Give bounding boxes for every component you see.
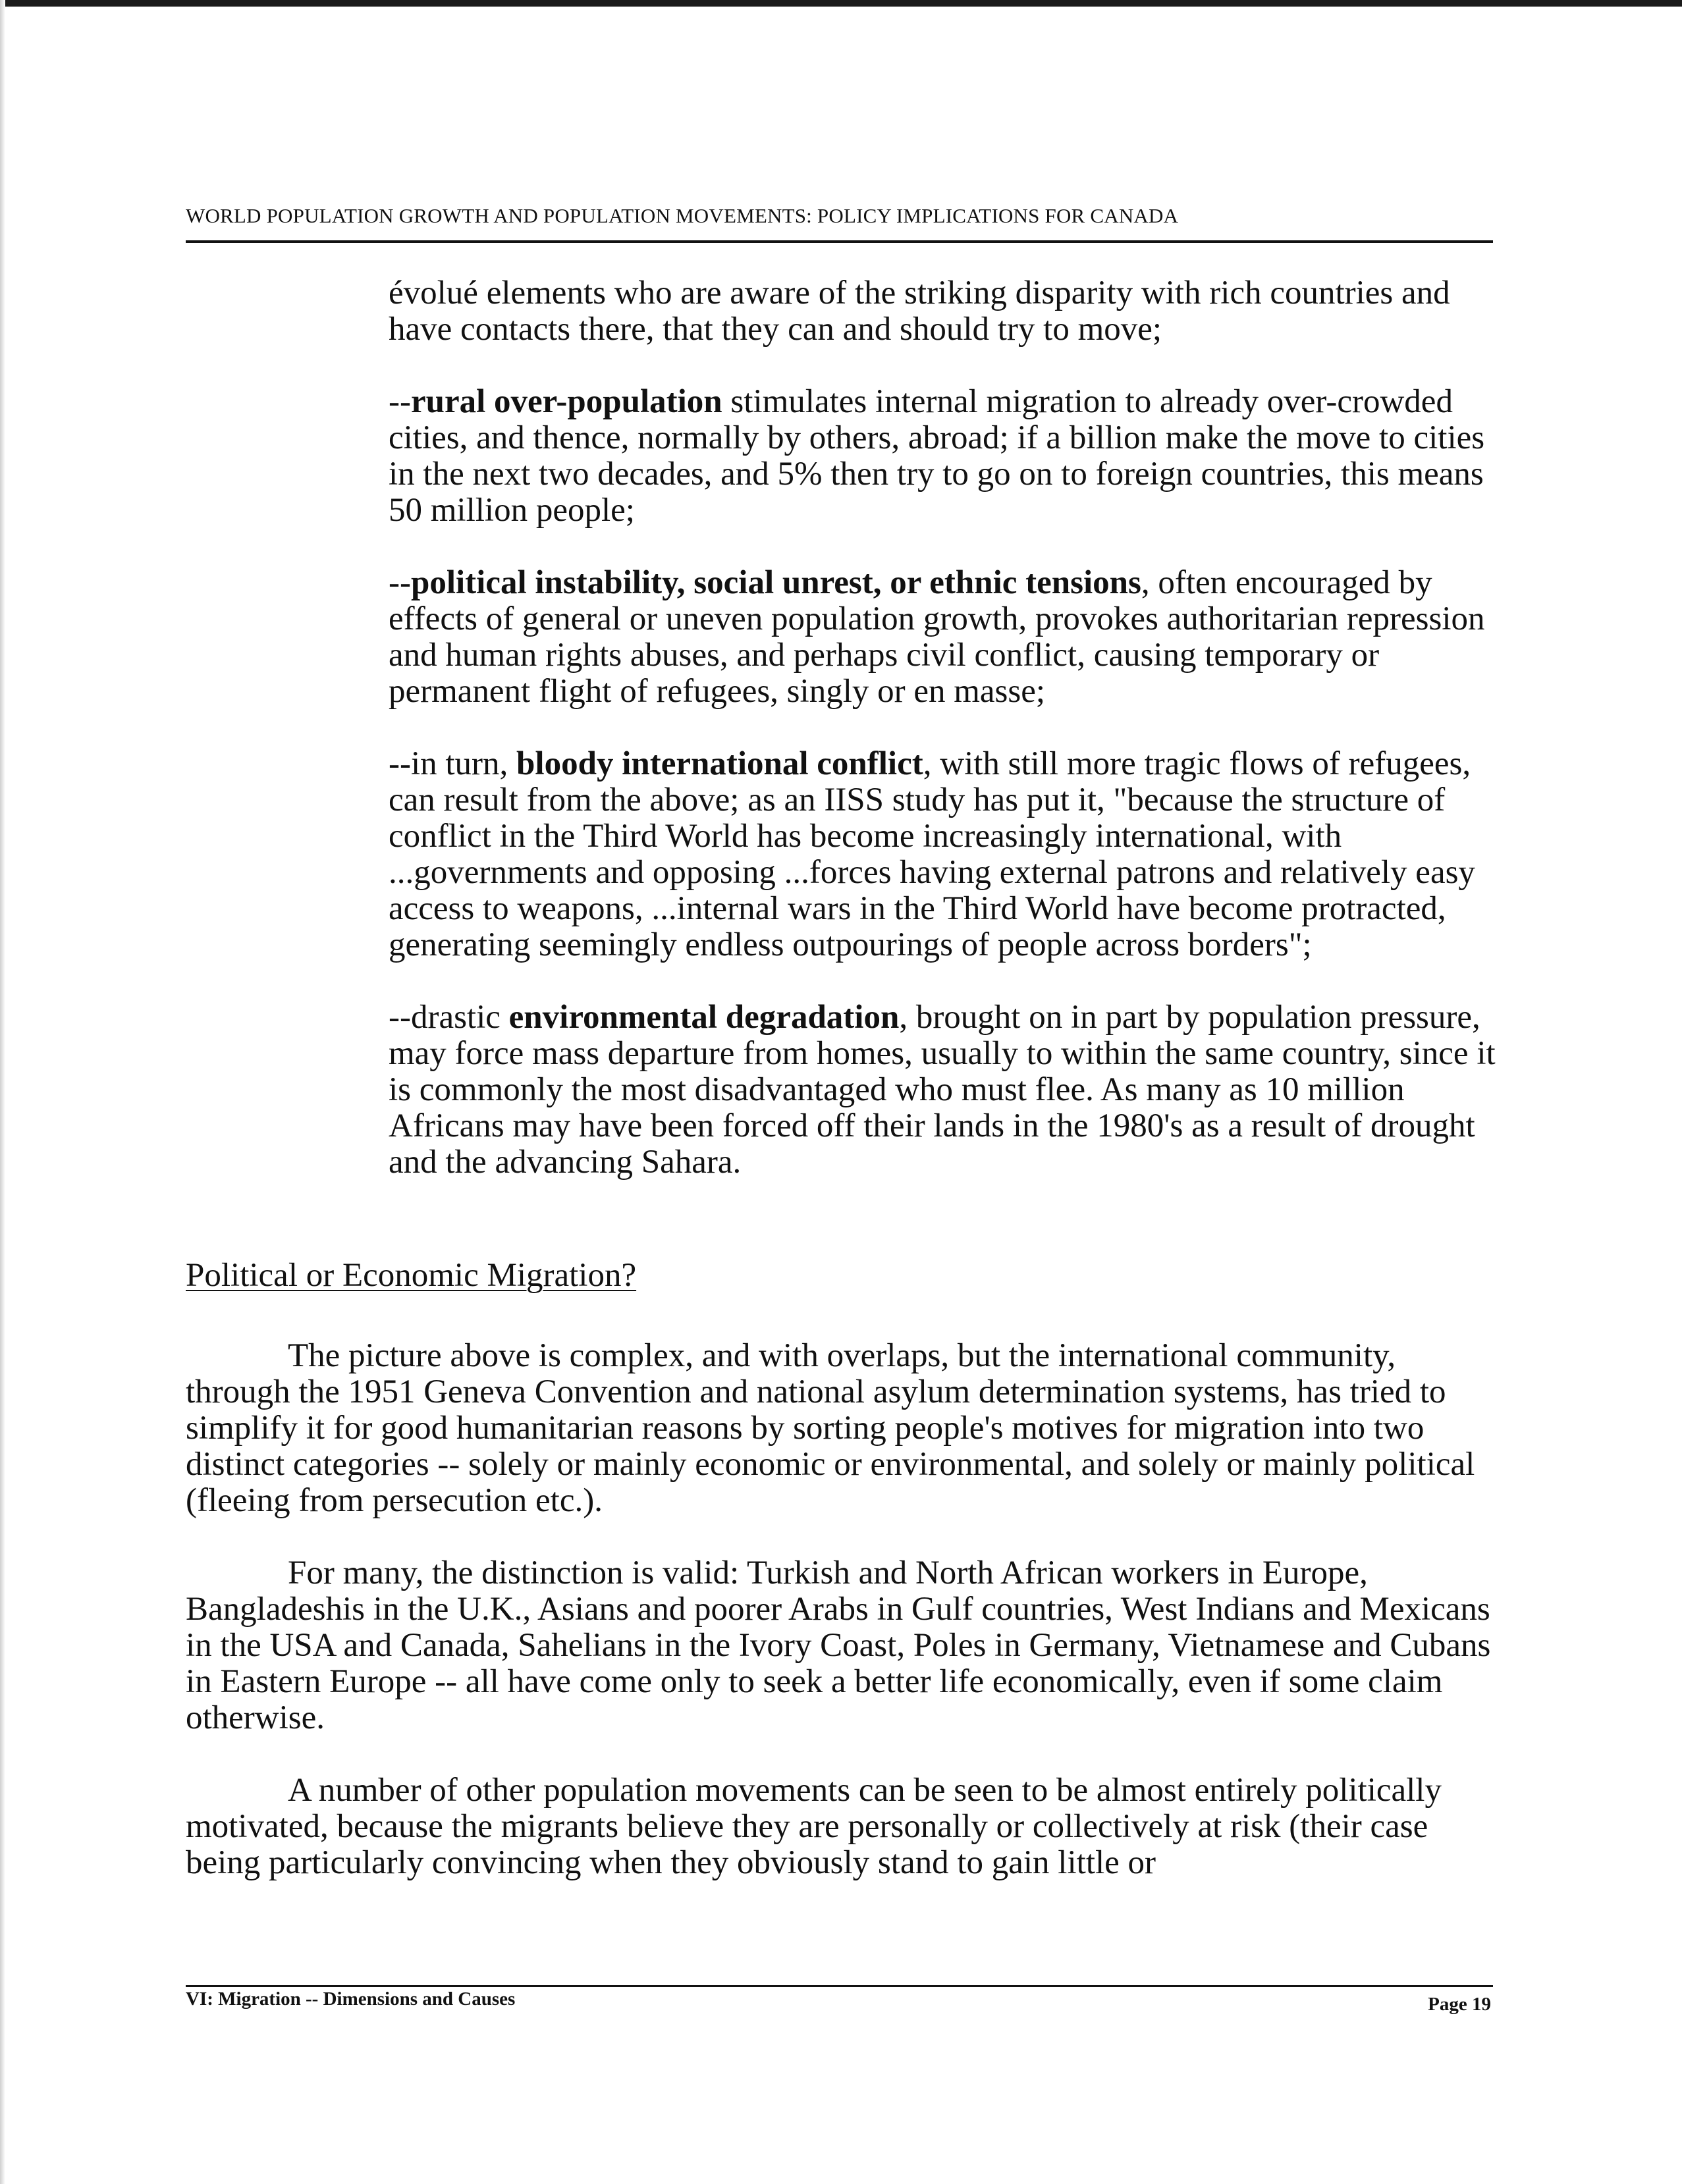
bullet-keyword: rural over-population <box>410 383 722 420</box>
bullet-prefix: --drastic <box>389 999 509 1036</box>
bullet-prefix: --in turn, <box>389 745 517 782</box>
bullet-text: , with still more tragic flows of refugees, can result from the above; as an IISS study has put it, "because the structure of conflict in the Third World has become increasingly international, with ...governments and opposing ...forces having external patrons and relatively easy access to weapons, ...internal wars in the Third World have become protracted, generating seemingly endless outpourings of people across borders"; <box>389 745 1475 963</box>
bullet-prefix: -- <box>389 383 411 420</box>
bullet-item <box>389 746 1508 963</box>
running-head: WORLD POPULATION GROWTH AND POPULATION MOVEMENTS: POLICY IMPLICATIONS FOR CANADA <box>186 204 1179 227</box>
section-heading: Political or Economic Migration? <box>186 1257 637 1294</box>
bullet-list <box>389 275 1508 1217</box>
page-number: Page 19 <box>1428 1994 1491 2015</box>
scan-left-edge <box>0 0 5 2184</box>
bullet-text: évolué elements who are aware of the striking disparity with rich countries and have contacts there, that they can and should try to move; <box>389 275 1450 348</box>
bullet-item <box>389 565 1508 710</box>
footer-rule <box>186 1985 1493 1987</box>
bullet-prefix: -- <box>389 564 411 601</box>
scan-top-edge <box>0 0 1682 7</box>
bullet-keyword: environmental degradation <box>508 999 900 1036</box>
body-paragraphs <box>186 1338 1496 1917</box>
bullet-text: stimulates internal migration to already over-crowded cities, and thence, normally by others, abroad; if a billion make the move to cities in the next two decades, and 5% then try to go on to foreign countries, this means 50 million people; <box>389 383 1485 529</box>
paragraph: A number of other population movements can be seen to be almost entirely politically motivated, because the migrants believe they are personally or collectively at risk (their case being particularly convincing when they obviously stand to gain little or <box>186 1772 1442 1881</box>
bullet-keyword: political instability, social unrest, or ethnic tensions <box>410 564 1141 601</box>
bullet-keyword: bloody international conflict <box>516 745 923 782</box>
bullet-item <box>389 275 1508 348</box>
bullet-item <box>389 384 1508 529</box>
bullet-text: , brought on in part by population pressure, may force mass departure from homes, usually to within the same country, since it is commonly the most disadvantaged who must flee. As many as 10 million Africans may have been forced off their lands in the 1980's as a result of drought and the advancing Sahara. <box>389 999 1496 1181</box>
footer-chapter: VI: Migration -- Dimensions and Causes <box>186 1988 516 2010</box>
paragraph: For many, the distinction is valid: Turkish and North African workers in Europe, Bangladeshis in the U.K., Asians and poorer Arabs in Gulf countries, West Indians and Mexicans in the USA and Canada, Sahelians in the Ivory Coast, Poles in Germany, Vietnamese and Cubans in Eastern Europe -- all have come only to seek a better life economically, even if some claim otherwise. <box>186 1555 1491 1736</box>
bullet-text: , often encouraged by effects of general or uneven population growth, provokes authoritarian repression and human rights abuses, and perhaps civil conflict, causing temporary or permanent flight of refugees, singly or en masse; <box>389 564 1485 710</box>
bullet-item <box>389 999 1508 1181</box>
header-rule <box>186 240 1493 243</box>
paragraph: The picture above is complex, and with overlaps, but the international community, through the 1951 Geneva Convention and national asylum determination systems, has tried to simplify it for good humanitarian reasons by sorting people's motives for migration into two distinct categories -- solely or mainly economic or environmental, and solely or mainly political (fleeing from persecution etc.). <box>186 1337 1475 1519</box>
